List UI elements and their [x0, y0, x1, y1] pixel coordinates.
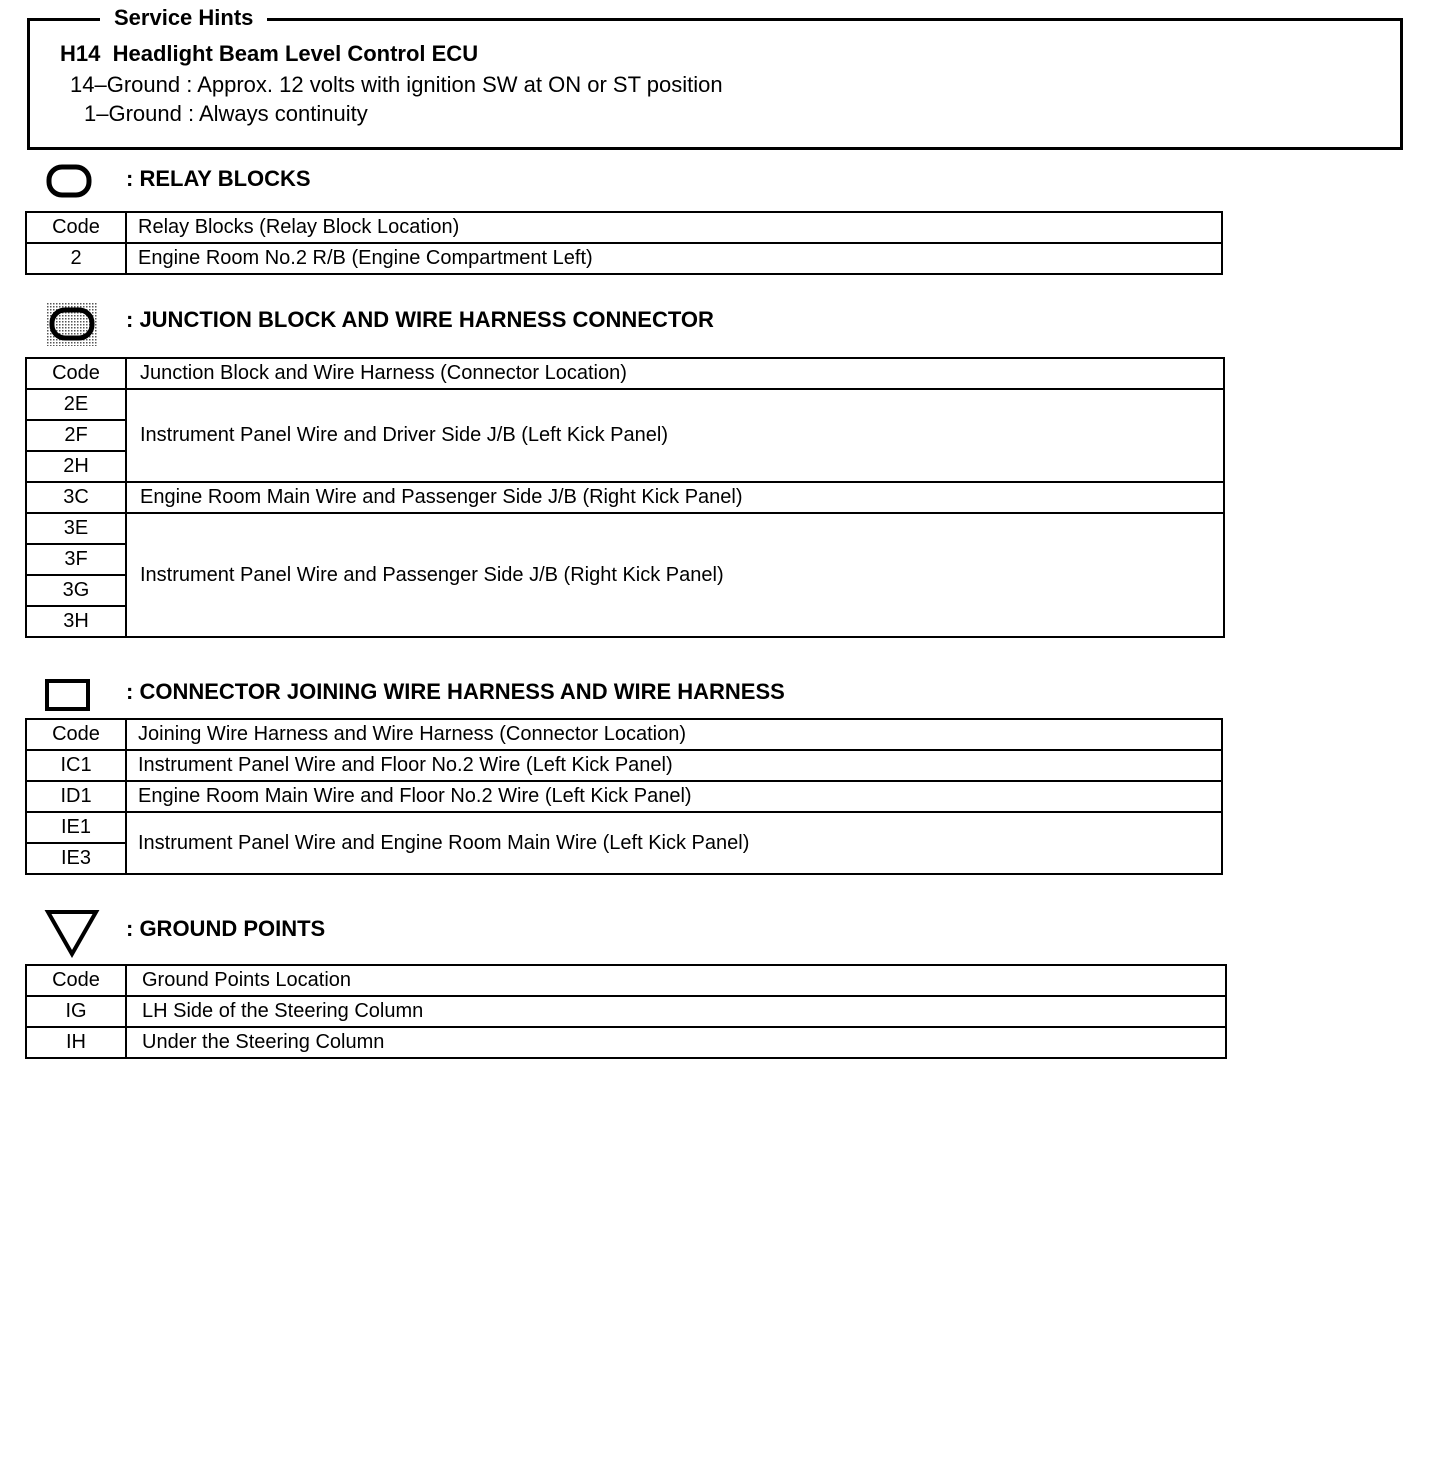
table-row: [26, 781, 1222, 812]
code-cell: 2H: [26, 451, 126, 482]
table-row: [26, 750, 1222, 781]
table-row: [26, 812, 1222, 843]
location-cell: Engine Room Main Wire and Floor No.2 Wire (Left Kick Panel): [126, 781, 1222, 812]
code-cell: 3C: [26, 482, 126, 513]
service-hints-title: Service Hints: [100, 5, 267, 31]
code-cell: IE3: [26, 843, 126, 874]
hint-line: 1–Ground : Always continuity: [84, 101, 368, 126]
header-code: Code: [26, 719, 126, 750]
code-cell: IE1: [26, 812, 126, 843]
connector-table: [25, 718, 1223, 875]
location-cell: Instrument Panel Wire and Passenger Side J/B (Right Kick Panel): [126, 513, 1224, 637]
header-location: Ground Points Location: [126, 965, 1226, 996]
location-cell: Instrument Panel Wire and Engine Room Main Wire (Left Kick Panel): [126, 812, 1222, 874]
hint-line: 14–Ground : Approx. 12 volts with ignition SW at ON or ST position: [70, 72, 723, 97]
code-cell: 3G: [26, 575, 126, 606]
connector-icon: [44, 678, 92, 714]
code-cell: 2F: [26, 420, 126, 451]
code-cell: IH: [26, 1027, 126, 1058]
relay-heading: : RELAY BLOCKS: [126, 166, 311, 191]
code-cell: 3H: [26, 606, 126, 637]
relay-table: [25, 211, 1223, 275]
component-title: H14 Headlight Beam Level Control ECU: [60, 41, 479, 66]
table-header: [26, 965, 1226, 996]
location-cell: Engine Room No.2 R/B (Engine Compartment Left): [126, 243, 1222, 274]
location-cell: Engine Room Main Wire and Passenger Side J/B (Right Kick Panel): [126, 482, 1224, 513]
table-row: [26, 1027, 1226, 1058]
header-location: Junction Block and Wire Harness (Connector Location): [126, 358, 1224, 389]
junction-table: [25, 357, 1225, 638]
junction-block-icon: [44, 300, 100, 348]
table-header: [26, 719, 1222, 750]
code-cell: IG: [26, 996, 126, 1027]
connector-heading: : CONNECTOR JOINING WIRE HARNESS AND WIRE HARNESS: [126, 679, 785, 704]
table-row: [26, 513, 1224, 544]
ground-heading: : GROUND POINTS: [126, 916, 326, 941]
junction-heading: : JUNCTION BLOCK AND WIRE HARNESS CONNECTOR: [126, 307, 714, 332]
location-cell: Instrument Panel Wire and Driver Side J/B (Left Kick Panel): [126, 389, 1224, 482]
header-location: Relay Blocks (Relay Block Location): [126, 212, 1222, 243]
code-cell: 2: [26, 243, 126, 274]
table-row: [26, 482, 1224, 513]
code-cell: ID1: [26, 781, 126, 812]
header-location: Joining Wire Harness and Wire Harness (Connector Location): [126, 719, 1222, 750]
relay-block-icon: [46, 164, 94, 200]
code-cell: 3F: [26, 544, 126, 575]
table-header: [26, 212, 1222, 243]
header-code: Code: [26, 965, 126, 996]
location-cell: Under the Steering Column: [126, 1027, 1226, 1058]
header-code: Code: [26, 212, 126, 243]
code-cell: IC1: [26, 750, 126, 781]
table-header: [26, 358, 1224, 389]
location-cell: LH Side of the Steering Column: [126, 996, 1226, 1027]
ground-table: [25, 964, 1227, 1059]
table-row: [26, 996, 1226, 1027]
table-row: [26, 389, 1224, 420]
ground-point-icon: [44, 908, 100, 958]
header-code: Code: [26, 358, 126, 389]
location-cell: Instrument Panel Wire and Floor No.2 Wire (Left Kick Panel): [126, 750, 1222, 781]
code-cell: 2E: [26, 389, 126, 420]
code-cell: 3E: [26, 513, 126, 544]
table-row: [26, 243, 1222, 274]
